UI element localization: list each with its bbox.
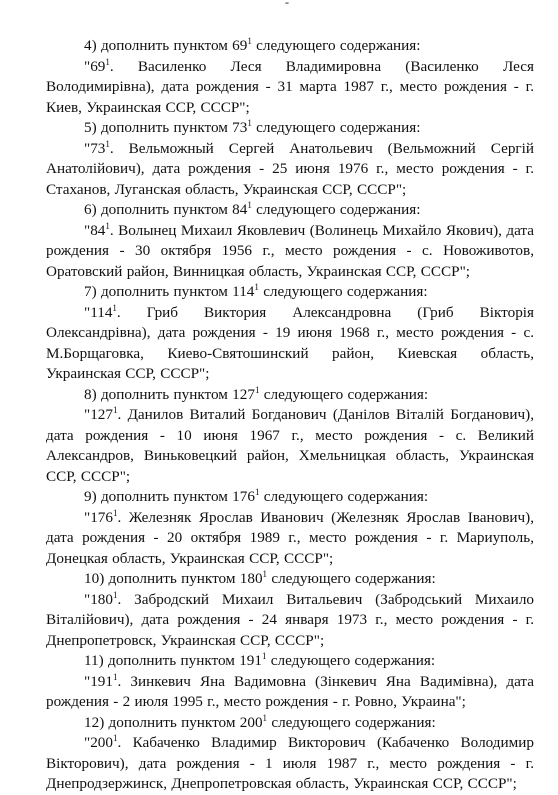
amendment-intro: 7) дополнить пунктом <box>84 283 233 300</box>
amendment-heading <box>46 118 534 139</box>
amendment-intro: 10) дополнить пунктом <box>84 570 240 587</box>
point-number: 114 <box>232 283 255 300</box>
entry-superscript: 1 <box>112 404 118 415</box>
entry-quote: " <box>84 734 91 751</box>
point-superscript: 1 <box>247 35 252 46</box>
amendment-intro: 12) дополнить пунктом <box>84 713 240 731</box>
entry-superscript: 1 <box>112 302 117 313</box>
amendment-item <box>46 200 534 282</box>
entry-number: 180 <box>90 590 113 608</box>
amendment-item <box>46 713 534 795</box>
amendment-heading <box>46 385 534 406</box>
entry-superscript: 1 <box>105 56 110 67</box>
entry-superscript: 1 <box>112 507 118 518</box>
amendment-tail: следующего содержания: <box>266 652 436 669</box>
entry-number: 127 <box>90 406 113 423</box>
amendment-item <box>46 36 534 118</box>
amendment-entry <box>46 303 534 385</box>
entry-text: . Железняк Ярослав Иванович (Железняк Ярослав Іванович), дата рождения - 20 октября 1989 г., место рождения - г. Мариуполь, Донецкая область, Украинская ССР, СССР"; <box>46 508 534 567</box>
amendment-entry <box>46 405 534 487</box>
entry-superscript: 1 <box>105 138 110 149</box>
entry-text: . Вельможный Сергей Анатольевич (Вельможний Сергій Анатолійович), дата рождения - 25 июня 1976 г., место рождения - г. Стаханов, Луганская область, Украинская ССР, СССР"; <box>46 139 534 198</box>
amendment-intro: 4) дополнить пунктом <box>84 37 233 54</box>
entry-quote: " <box>84 221 91 239</box>
point-number: 180 <box>239 570 263 587</box>
entry-number: 73 <box>90 139 106 157</box>
amendment-item <box>46 385 534 488</box>
point-superscript: 1 <box>254 384 260 395</box>
point-number: 84 <box>232 201 248 218</box>
point-superscript: 1 <box>262 568 268 579</box>
point-number: 191 <box>239 652 262 669</box>
entry-text: . Забродский Михаил Витальевич (Забродський Михаило Віталійович), дата рождения - 24 января 1973 г., место рождения - г. Днепропетровск, Украинская ССР, СССР"; <box>46 590 534 649</box>
entry-text: . Зинкевич Яна Вадимовна (Зінкевич Яна Вадимівна), дата рождения - 2 июля 1995 г., место рождения - г. Ровно, Украина"; <box>46 672 534 710</box>
point-superscript: 1 <box>261 650 267 661</box>
amendment-tail: следующего содержания: <box>258 283 428 300</box>
point-number: 200 <box>239 713 263 731</box>
amendment-intro: 9) дополнить пунктом <box>84 488 233 505</box>
amendment-item <box>46 487 534 569</box>
amendment-entry <box>46 221 534 283</box>
amendment-item <box>46 282 534 385</box>
entry-quote: " <box>84 672 91 690</box>
amendment-intro: 6) дополнить пунктом <box>84 201 233 218</box>
amendment-intro: 11) дополнить пунктом <box>84 652 240 669</box>
amendment-entry <box>46 672 534 713</box>
amendment-intro: 8) дополнить пунктом <box>84 385 233 403</box>
amendment-heading <box>46 651 534 672</box>
amendment-heading <box>46 200 534 221</box>
entry-number: 176 <box>90 508 113 526</box>
point-number: 176 <box>232 488 255 505</box>
entry-text: . Кабаченко Владимир Викторович (Кабаченко Володимир Вікторович), дата рождения - 1 июля 1987 г., место рождения - г. Днепродзержинск, Днепропетровская область, Украинская ССР, СССР"; <box>46 734 534 792</box>
amendment-heading <box>46 487 534 508</box>
point-superscript: 1 <box>254 486 260 497</box>
amendment-tail: следующего содержания: <box>251 37 421 54</box>
entry-superscript: 1 <box>112 671 118 682</box>
entry-text: . Василенко Леся Владимировна (Василенко Леся Володимирівна), дата рождения - 31 марта 1987 г., место рождения - г. Киев, Украинская ССР, СССР"; <box>46 57 534 116</box>
amendment-entry <box>46 139 534 201</box>
entry-number: 200 <box>90 734 113 751</box>
amendment-tail: следующего содержания: <box>259 385 429 403</box>
point-superscript: 1 <box>247 117 252 128</box>
entry-number: 84 <box>90 221 106 239</box>
amendment-heading <box>46 36 534 57</box>
amendment-entry <box>46 57 534 119</box>
amendment-tail: следующего содержания: <box>259 488 429 505</box>
amendment-tail: следующего содержания: <box>251 119 421 136</box>
point-number: 127 <box>232 385 255 403</box>
amendment-heading <box>46 713 534 734</box>
entry-quote: " <box>84 139 91 157</box>
entry-superscript: 1 <box>112 732 118 743</box>
entry-quote: " <box>84 590 91 608</box>
point-superscript: 1 <box>262 712 268 723</box>
page-number-mark: - <box>285 0 289 9</box>
amendment-item <box>46 569 534 651</box>
amendment-heading <box>46 569 534 590</box>
amendment-intro: 5) дополнить пунктом <box>84 119 233 136</box>
entry-quote: " <box>84 508 91 526</box>
amendment-tail: следующего содержания: <box>251 201 421 218</box>
point-superscript: 1 <box>247 199 252 210</box>
entry-quote: " <box>84 406 91 423</box>
entry-superscript: 1 <box>112 589 118 600</box>
point-superscript: 1 <box>254 281 259 292</box>
entry-text: . Волынец Михаил Яковлевич (Волинець Михайло Якович), дата рождения - 30 октября 1956 г., место рождения - с. Новоживотов, Оратовский район, Винницкая область, Украинская ССР, СССР"; <box>46 221 534 280</box>
amendment-item <box>46 118 534 200</box>
amendment-entry <box>46 590 534 652</box>
entry-text: . Гриб Виктория Александровна (Гриб Вікторія Олександрівна), дата рождения - 19 июня 1968 г., место рождения - с. М.Борщаговка, Киево-Святошинский район, Киевская область, Украинская ССР, СССР"; <box>46 303 534 382</box>
entry-number: 191 <box>90 672 113 690</box>
amendment-entry <box>46 733 534 795</box>
amendment-tail: следующего содержания: <box>267 570 436 587</box>
amendment-heading <box>46 282 534 303</box>
entry-number: 114 <box>90 303 113 321</box>
point-number: 69 <box>232 37 248 54</box>
entry-superscript: 1 <box>105 220 110 231</box>
amendment-tail: следующего содержания: <box>267 713 436 731</box>
document-body <box>46 36 534 795</box>
amendment-entry <box>46 508 534 570</box>
entry-quote: " <box>84 303 91 321</box>
entry-text: . Данилов Виталий Богданович (Данілов Віталій Богданович), дата рождения - 10 июня 1967 г., место рождения - с. Великий Александров, Виньковецкий район, Хмельницкая область, Украинская ССР, СССР"; <box>46 406 534 485</box>
amendment-item <box>46 651 534 713</box>
entry-number: 69 <box>90 57 106 75</box>
point-number: 73 <box>232 119 248 136</box>
entry-quote: " <box>84 57 91 75</box>
